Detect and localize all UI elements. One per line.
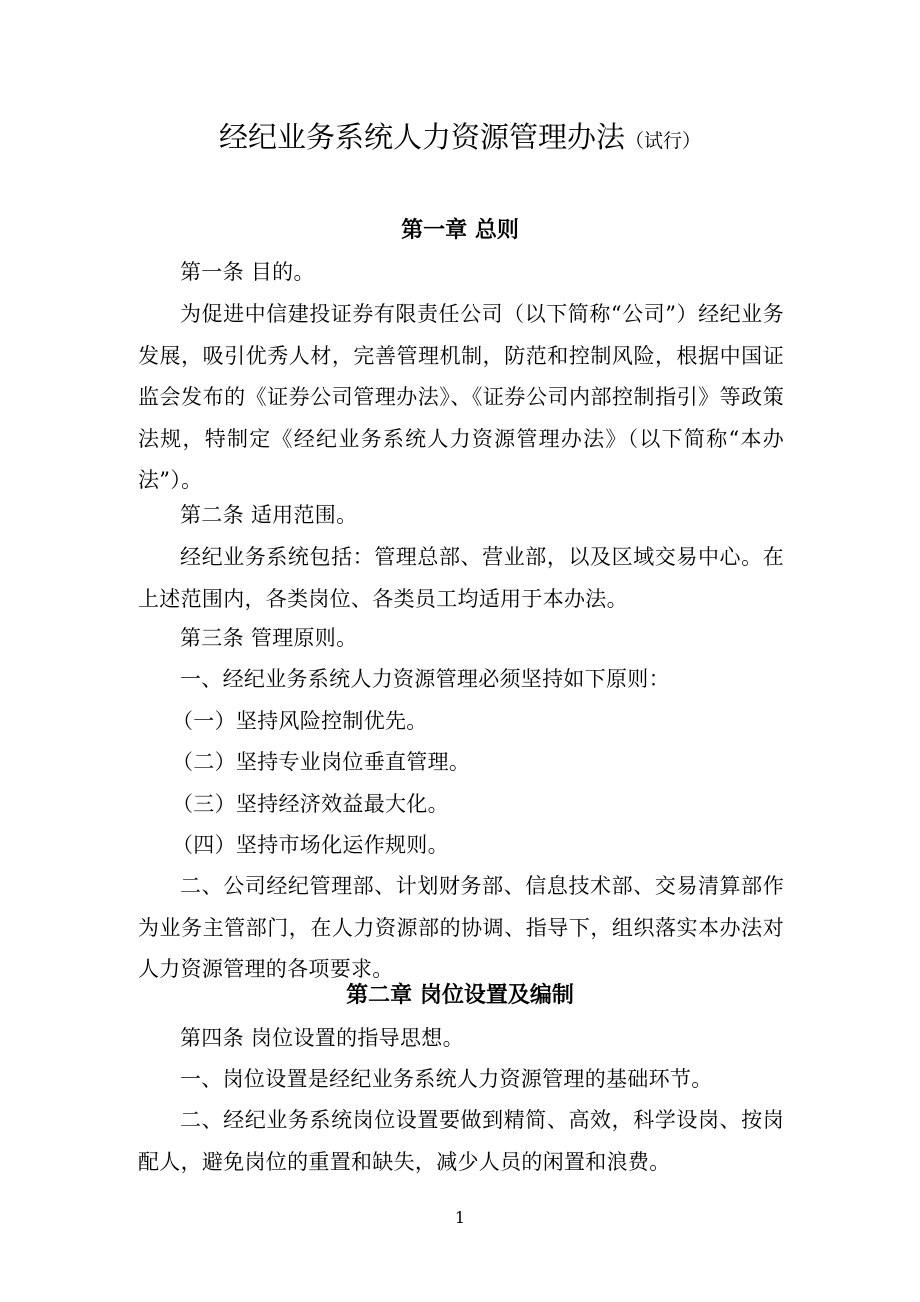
document-title bbox=[0, 117, 920, 161]
chapter-1-heading: 第一章 总则 bbox=[401, 218, 519, 243]
article-3-subitem-2: （二）坚持专业岗位垂直管理。 bbox=[172, 750, 471, 774]
document-title-suffix: （试行） bbox=[625, 130, 702, 152]
article-4-heading: 第四条 岗位设置的指导思想。 bbox=[180, 1026, 464, 1050]
article-1-body: 为促进中信建投证券有限责任公司（以下简称“公司”）经纪业务发展，吸引优秀人材，完善管理机制，防范和控制风险，根据中国证监会发布的《证券公司管理办法》、《证券公司内部控制指引》等政策法规，特制定《经纪业务系统人力资源管理办法》（以下简称“本办法”）。 bbox=[138, 302, 784, 492]
article-2-heading: 第二条 适用范围。 bbox=[180, 503, 358, 527]
article-4-item-1: 一、岗位设置是经纪业务系统人力资源管理的基础环节。 bbox=[180, 1067, 713, 1091]
article-1-heading: 第一条 目的。 bbox=[180, 260, 315, 284]
article-4-item-2: 二、经纪业务系统岗位设置要做到精简、高效，科学设岗、按岗配人，避免岗位的重置和缺失，减少人员的闲置和浪费。 bbox=[138, 1108, 784, 1174]
article-3-subitem-4: （四）坚持市场化运作规则。 bbox=[172, 833, 449, 857]
article-3-item-2: 二、公司经纪管理部、计划财务部、信息技术部、交易清算部作为业务主管部门，在人力资源部的协调、指导下，组织落实本办法对人力资源管理的各项要求。 bbox=[138, 874, 784, 981]
page-number: 1 bbox=[454, 1208, 466, 1227]
article-3-item-1: 一、经纪业务系统人力资源管理必须坚持如下原则： bbox=[180, 667, 670, 691]
document-title-main: 经纪业务系统人力资源管理办法 bbox=[218, 120, 625, 154]
article-3-subitem-1: （一）坚持风险控制优先。 bbox=[172, 709, 428, 733]
chapter-2-heading: 第二章 岗位设置及编制 bbox=[346, 983, 574, 1008]
article-3-subitem-3: （三）坚持经济效益最大化。 bbox=[172, 792, 449, 816]
article-2-body: 经纪业务系统包括：管理总部、营业部，以及区域交易中心。在上述范围内，各类岗位、各类员工均适用于本办法。 bbox=[138, 545, 784, 611]
article-3-heading: 第三条 管理原则。 bbox=[180, 626, 358, 650]
